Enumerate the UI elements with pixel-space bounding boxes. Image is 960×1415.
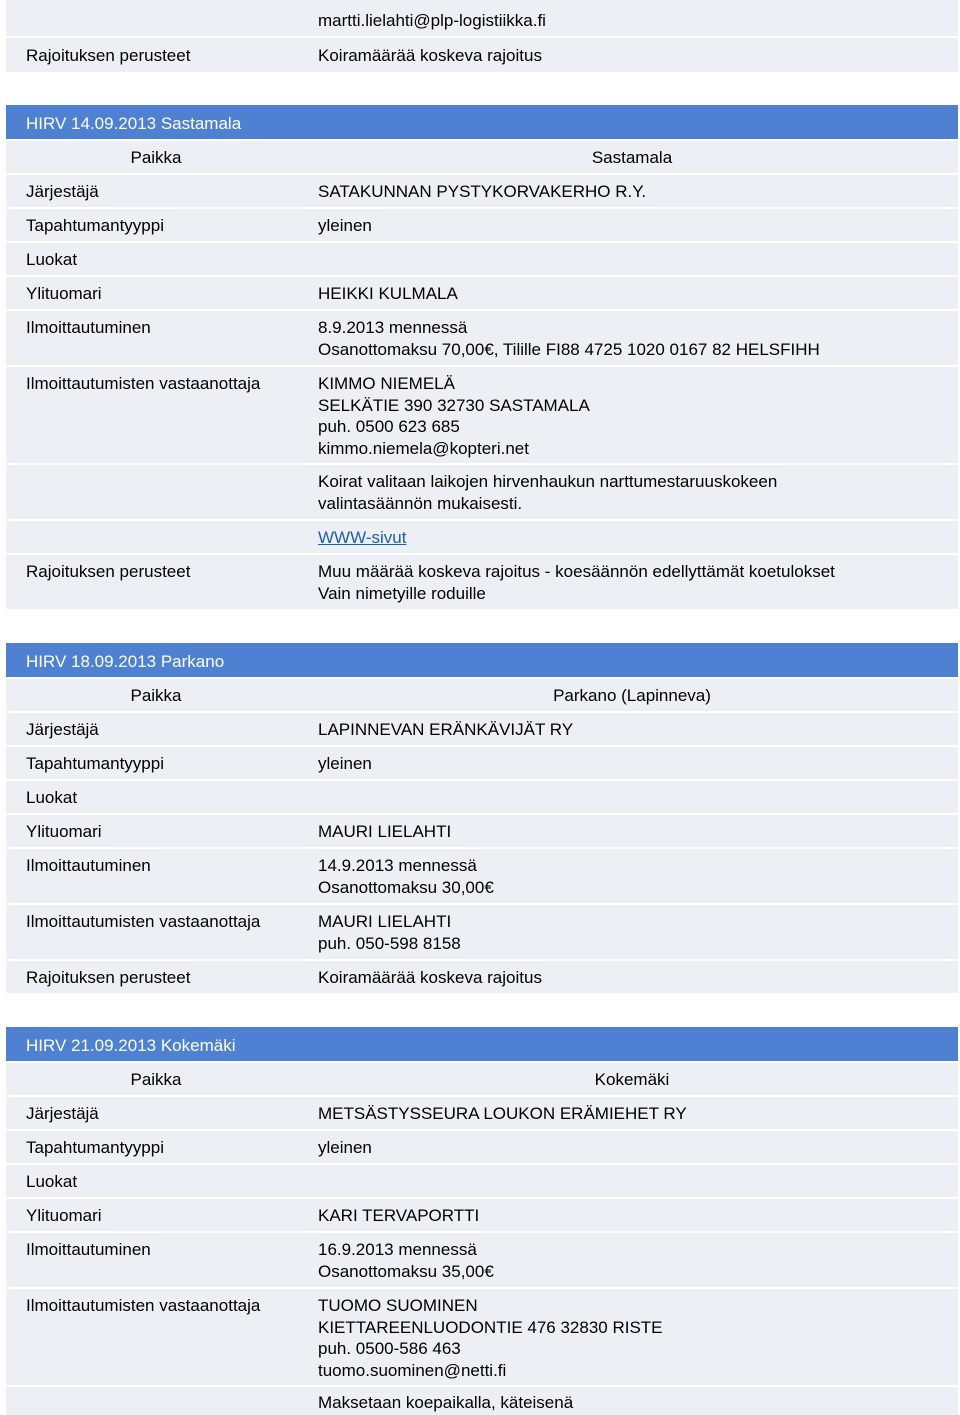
ilmoittautuminen-line: 14.9.2013 mennessä <box>318 856 477 875</box>
tyyppi-row <box>6 209 958 241</box>
email-row <box>6 0 958 36</box>
note-row <box>6 465 958 519</box>
paikka-value: Parkano (Lapinneva) <box>553 686 711 705</box>
vastaanottaja-line: kimmo.niemela@kopteri.net <box>318 439 529 458</box>
ilmoittautuminen-row <box>6 849 958 903</box>
rajoitus-line: Vain nimetyille roduille <box>318 584 486 603</box>
tyyppi-value: yleinen <box>318 216 372 235</box>
paikka-value: Sastamala <box>591 148 673 167</box>
note-line: Maksetaan koepaikalla, käteisenä <box>318 1393 574 1412</box>
paikka-row <box>6 1063 958 1095</box>
vastaanottaja-row <box>6 367 958 463</box>
note-line: Koirat valitaan laikojen hirvenhaukun narttumestaruuskokeen <box>318 472 778 491</box>
rajoitus-value: Koiramäärää koskeva rajoitus <box>318 968 542 987</box>
tyyppi-label: Tapahtumantyyppi <box>26 1138 164 1157</box>
jarjestaja-row <box>6 175 958 207</box>
ilmoittautuminen-line: Osanottomaksu 30,00€ <box>318 878 494 897</box>
jarjestaja-value: SATAKUNNAN PYSTYKORVAKERHO R.Y. <box>318 182 647 201</box>
ylituomari-label: Ylituomari <box>26 822 102 841</box>
jarjestaja-value: LAPINNEVAN ERÄNKÄVIJÄT RY <box>318 720 574 739</box>
luokat-row <box>6 1165 958 1197</box>
paikka-value: Kokemäki <box>594 1070 670 1089</box>
ilmoittautuminen-row <box>6 311 958 365</box>
tyyppi-row <box>6 747 958 779</box>
paikka-label: Paikka <box>130 148 182 167</box>
ilmoittautuminen-line: Osanottomaksu 35,00€ <box>318 1262 494 1281</box>
jarjestaja-value: METSÄSTYSSEURA LOUKON ERÄMIEHET RY <box>318 1104 687 1123</box>
ilmoittautuminen-label: Ilmoittautuminen <box>26 318 151 337</box>
ilmoittautuminen-label: Ilmoittautuminen <box>26 856 151 875</box>
vastaanottaja-line: KIETTAREENLUODONTIE 476 32830 RISTE <box>318 1318 663 1337</box>
jarjestaja-row <box>6 713 958 745</box>
event-title: HIRV 21.09.2013 Kokemäki <box>26 1036 236 1055</box>
jarjestaja-row <box>6 1097 958 1129</box>
rajoitus-line: Muu määrää koskeva rajoitus - koesäännön edellyttämät koetulokset <box>318 562 835 581</box>
event-header <box>6 105 958 139</box>
vastaanottaja-line: tuomo.suominen@netti.fi <box>318 1361 507 1380</box>
rajoitus-label: Rajoituksen perusteet <box>26 562 191 581</box>
www-row <box>6 521 958 553</box>
luokat-label: Luokat <box>26 250 78 269</box>
paikka-row <box>6 141 958 173</box>
vastaanottaja-label: Ilmoittautumisten vastaanottaja <box>26 374 261 393</box>
ylituomari-label: Ylituomari <box>26 284 102 303</box>
vastaanottaja-line: puh. 0500-586 463 <box>318 1339 461 1358</box>
vastaanottaja-line: KIMMO NIEMELÄ <box>318 374 455 393</box>
luokat-label: Luokat <box>26 1172 78 1191</box>
event-title: HIRV 14.09.2013 Sastamala <box>26 114 242 133</box>
vastaanottaja-label: Ilmoittautumisten vastaanottaja <box>26 1296 261 1315</box>
ylituomari-row <box>6 277 958 309</box>
ilmoittautuminen-line: Osanottomaksu 70,00€, Tilille FI88 4725 1020 0167 82 HELSFIHH <box>318 340 820 359</box>
paikka-label: Paikka <box>130 1070 182 1089</box>
ylituomari-value: MAURI LIELAHTI <box>318 822 452 841</box>
tyyppi-label: Tapahtumantyyppi <box>26 754 164 773</box>
rajoitus-label: Rajoituksen perusteet <box>26 46 191 65</box>
rajoitus-row <box>6 961 958 993</box>
ylituomari-label: Ylituomari <box>26 1206 102 1225</box>
tyyppi-label: Tapahtumantyyppi <box>26 216 164 235</box>
rajoitus-value: Koiramäärää koskeva rajoitus <box>318 46 542 65</box>
tyyppi-row <box>6 1131 958 1163</box>
ylituomari-value: HEIKKI KULMALA <box>318 284 458 303</box>
vastaanottaja-label: Ilmoittautumisten vastaanottaja <box>26 912 261 931</box>
vastaanottaja-line: puh. 0500 623 685 <box>318 417 460 436</box>
vastaanottaja-line: SELKÄTIE 390 32730 SASTAMALA <box>318 396 590 415</box>
vastaanottaja-line: puh. 050-598 8158 <box>318 934 461 953</box>
ilmoittautuminen-label: Ilmoittautuminen <box>26 1240 151 1259</box>
paikka-label: Paikka <box>130 686 182 705</box>
luokat-row <box>6 243 958 275</box>
tyyppi-value: yleinen <box>318 1138 372 1157</box>
email-value: martti.lielahti@plp-logistiikka.fi <box>318 11 546 30</box>
note-row <box>6 1387 958 1415</box>
vastaanottaja-line: MAURI LIELAHTI <box>318 912 452 931</box>
tyyppi-value: yleinen <box>318 754 372 773</box>
rajoitus-label: Rajoituksen perusteet <box>26 968 191 987</box>
luokat-row <box>6 781 958 813</box>
event-header <box>6 1027 958 1061</box>
event-header <box>6 643 958 677</box>
note-line: valintasäännön mukaisesti. <box>318 494 523 513</box>
ilmoittautuminen-row <box>6 1233 958 1287</box>
ilmoittautuminen-line: 16.9.2013 mennessä <box>318 1240 477 1259</box>
luokat-label: Luokat <box>26 788 78 807</box>
www-link[interactable]: WWW-sivut <box>318 528 407 547</box>
event-title: HIRV 18.09.2013 Parkano <box>26 652 225 671</box>
vastaanottaja-line: TUOMO SUOMINEN <box>318 1296 478 1315</box>
rajoitus-row <box>6 38 958 72</box>
ylituomari-row <box>6 1199 958 1231</box>
ylituomari-row <box>6 815 958 847</box>
rajoitus-row <box>6 555 958 609</box>
jarjestaja-label: Järjestäjä <box>26 182 99 201</box>
vastaanottaja-row <box>6 905 958 959</box>
ylituomari-value: KARI TERVAPORTTI <box>318 1206 480 1225</box>
jarjestaja-label: Järjestäjä <box>26 1104 99 1123</box>
vastaanottaja-row <box>6 1289 958 1385</box>
paikka-row <box>6 679 958 711</box>
jarjestaja-label: Järjestäjä <box>26 720 99 739</box>
ilmoittautuminen-line: 8.9.2013 mennessä <box>318 318 468 337</box>
